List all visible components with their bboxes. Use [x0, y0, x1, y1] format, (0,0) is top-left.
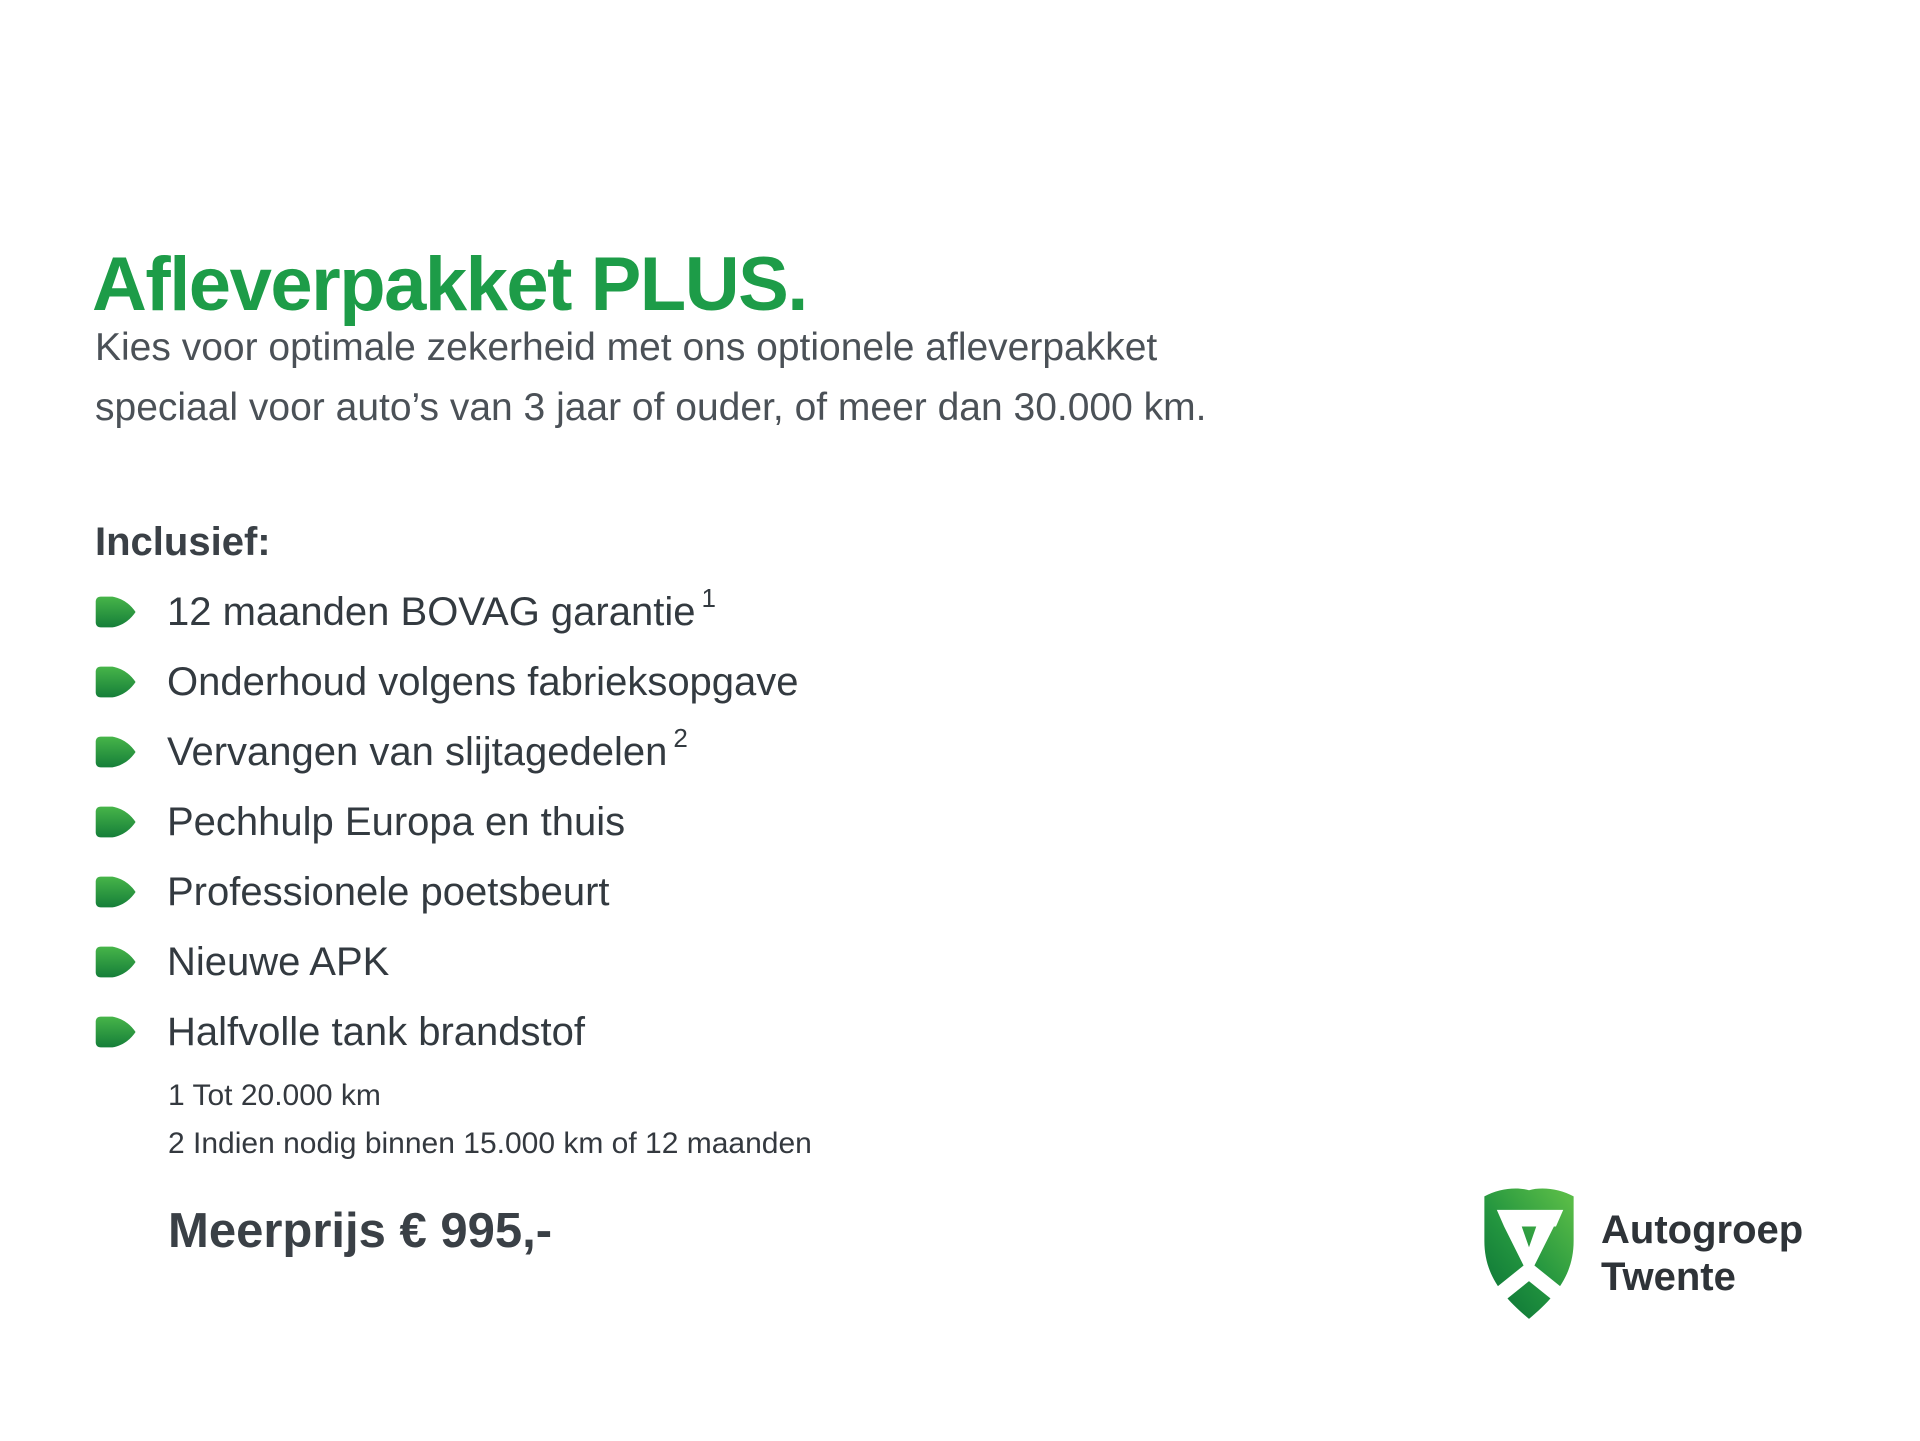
- list-item-text: Nieuwe APK: [167, 939, 390, 984]
- footnotes: [168, 1072, 812, 1168]
- list-item-label: [167, 800, 631, 845]
- intro-line-2: speciaal voor auto’s van 3 jaar of ouder, of meer dan 30.000 km.: [95, 386, 1207, 429]
- logo-line-1: Autogroep: [1601, 1207, 1804, 1252]
- footnote-marker: 1: [701, 582, 716, 613]
- list-item: [93, 577, 1193, 647]
- leaf-bullet-icon: [93, 734, 137, 770]
- list-item-text: Onderhoud volgens fabrieksopgave: [167, 659, 799, 704]
- list-item: [93, 927, 1193, 997]
- list-item-text: Pechhulp Europa en thuis: [167, 799, 626, 844]
- leaf-bullet-icon: [93, 594, 137, 630]
- list-item-label: [167, 660, 805, 705]
- list-item: [93, 717, 1193, 787]
- page-title: Afleverpakket PLUS.: [92, 241, 807, 327]
- footnote-1: 1 Tot 20.000 km: [168, 1079, 381, 1112]
- logo-wordmark: [1601, 1207, 1803, 1301]
- list-heading: Inclusief:: [95, 520, 271, 564]
- leaf-bullet-icon: [93, 944, 137, 980]
- leaf-bullet-icon: [93, 1014, 137, 1050]
- price-label: Meerprijs € 995,-: [168, 1204, 553, 1258]
- list-item-text: Halfvolle tank brandstof: [167, 1009, 586, 1054]
- list-item: [93, 787, 1193, 857]
- list-item-label: [167, 870, 616, 915]
- feature-list: [93, 577, 1193, 1067]
- list-item: [93, 997, 1193, 1067]
- leaf-bullet-icon: [93, 804, 137, 840]
- list-item-text: Vervangen van slijtagedelen: [167, 729, 668, 774]
- list-item: [93, 857, 1193, 927]
- footnote-marker: 2: [673, 722, 688, 753]
- list-item-label: [167, 1010, 591, 1055]
- list-item-label: [167, 722, 688, 775]
- list-item-label: [167, 582, 716, 635]
- list-item-label: [167, 940, 395, 985]
- intro-line-1: Kies voor optimale zekerheid met ons optionele afleverpakket: [95, 326, 1158, 369]
- footnote-2: 2 Indien nodig binnen 15.000 km of 12 maanden: [168, 1127, 812, 1160]
- leaf-bullet-icon: [93, 664, 137, 700]
- intro-paragraph: [95, 318, 1206, 438]
- autogroep-twente-logo: [1477, 1185, 1803, 1322]
- list-item-text: 12 maanden BOVAG garantie: [167, 589, 696, 634]
- shield-a-logo-icon: [1477, 1185, 1581, 1322]
- logo-line-2: Twente: [1601, 1254, 1736, 1299]
- list-item: [93, 647, 1193, 717]
- list-item-text: Professionele poetsbeurt: [167, 869, 610, 914]
- leaf-bullet-icon: [93, 874, 137, 910]
